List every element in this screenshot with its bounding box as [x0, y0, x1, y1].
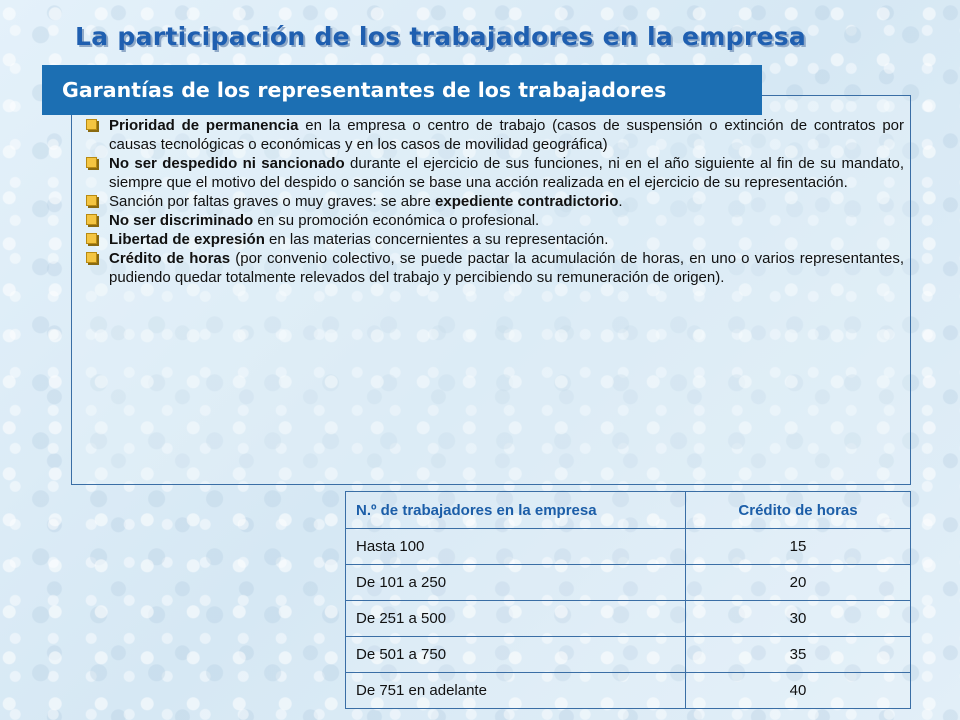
cell-hours: 35 — [686, 637, 911, 673]
section-title: Garantías de los representantes de los trabajadores — [62, 78, 667, 102]
list-item — [86, 249, 904, 287]
square-bullet-icon — [86, 252, 97, 263]
bullet-text: (por convenio colectivo, se puede pactar la acumulación de horas, en uno o varios representantes, pudiendo quedar totalmente relevados del trabajo y percibiendo su remuneración de origen). — [109, 250, 905, 286]
list-item — [86, 116, 904, 154]
cell-hours: 30 — [686, 601, 911, 637]
list-item — [86, 230, 904, 249]
page-title: La participación de los trabajadores en la empresa — [75, 22, 807, 51]
cell-workers: De 251 a 500 — [346, 601, 686, 637]
square-bullet-icon — [86, 119, 97, 130]
square-bullet-icon — [86, 214, 97, 225]
table-row — [346, 637, 911, 673]
cell-hours: 15 — [686, 529, 911, 565]
square-bullet-icon — [86, 157, 97, 168]
cell-workers: De 751 en adelante — [346, 673, 686, 709]
bullet-text: durante el ejercicio de sus funciones, ni en el año siguiente al fin de su mandato, siempre que el motivo del despido o sanción se base una acción realizada en el ejercicio de su representación. — [109, 155, 904, 191]
square-bullet-icon — [86, 195, 97, 206]
table-header-row — [346, 492, 911, 529]
header-workers: N.º de trabajadores en la empresa — [346, 492, 686, 529]
bullet-text: en la empresa o centro de trabajo (casos de suspensión o extinción de contratos por causas tecnológicas o económicas y en los casos de movilidad geográfica) — [109, 117, 905, 153]
table-row — [346, 601, 911, 637]
bullet-bold-text: Crédito de horas — [109, 250, 231, 267]
guarantees-list — [86, 116, 904, 287]
list-item — [86, 211, 904, 230]
cell-hours: 40 — [686, 673, 911, 709]
square-bullet-icon — [86, 233, 97, 244]
bullet-bold-text: No ser discriminado — [109, 212, 254, 229]
cell-hours: 20 — [686, 565, 911, 601]
table-row — [346, 673, 911, 709]
list-item: Sanción por faltas graves o muy graves: se abre expediente contradictorio. — [86, 192, 904, 211]
table-row — [346, 565, 911, 601]
list-item — [86, 154, 904, 192]
cell-workers: Hasta 100 — [346, 529, 686, 565]
hours-credit-table — [345, 491, 911, 709]
bullet-bold-text: No ser despedido ni sancionado — [109, 155, 345, 172]
bullet-text: . — [618, 193, 623, 210]
bullet-text: en las materias concernientes a su representación. — [264, 231, 609, 248]
cell-workers: De 501 a 750 — [346, 637, 686, 673]
header-hours: Crédito de horas — [686, 492, 911, 529]
bullet-bold-text: Prioridad de permanencia — [109, 117, 299, 134]
bullet-bold-text: Libertad de expresión — [109, 231, 265, 248]
cell-workers: De 101 a 250 — [346, 565, 686, 601]
bullet-bold-text: expediente contradictorio — [435, 193, 619, 210]
bullet-text: en su promoción económica o profesional. — [253, 212, 540, 229]
table-row — [346, 529, 911, 565]
section-title-band — [42, 65, 762, 115]
